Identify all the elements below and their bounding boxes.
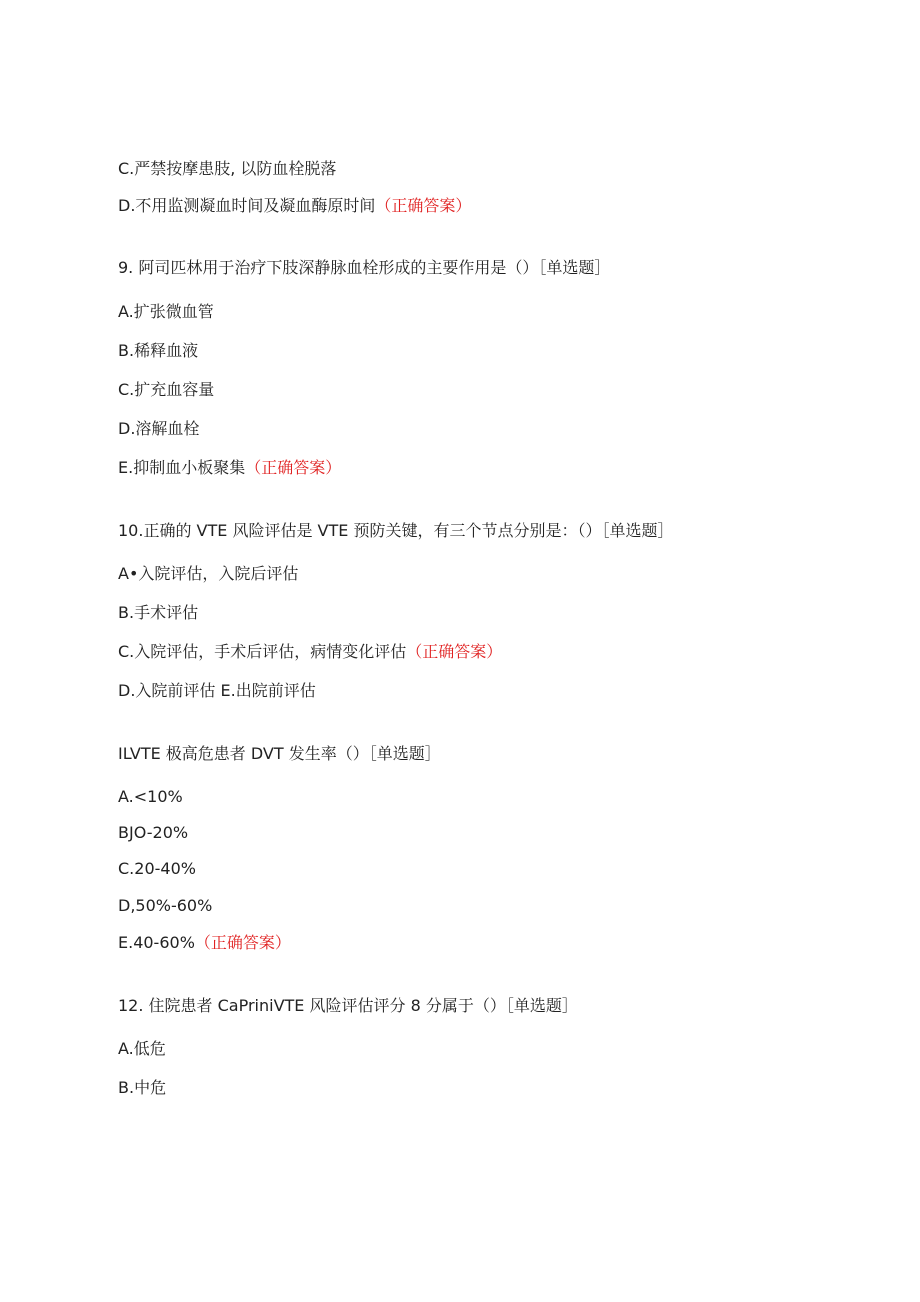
q10-option-c: C.入院评估，手术后评估，病情变化评估（正确答案） — [118, 642, 503, 661]
correct-answer-mark: （正确答案） — [406, 642, 503, 661]
correct-answer-mark: （正确答案） — [245, 458, 342, 477]
question-9: 9. 阿司匹林用于治疗下肢深静脉血栓形成的主要作用是（）［单选题］ — [118, 258, 611, 277]
question-12: 12. 住院患者 CaPriniVTE 风险评估评分 8 分属于（）［单选题］ — [118, 996, 578, 1015]
q9-option-c: C.扩充血容量 — [118, 380, 215, 399]
q9-option-d: D.溶解血栓 — [118, 419, 200, 438]
q9-option-a: A.扩张微血管 — [118, 302, 214, 321]
q9-option-b: B.稀释血液 — [118, 341, 199, 360]
q11-option-d: D,50%-60% — [118, 896, 213, 915]
q10-option-b: B.手术评估 — [118, 603, 199, 622]
q11-option-c: C.20-40% — [118, 859, 196, 878]
q12-option-b: B.中危 — [118, 1078, 167, 1097]
q11-option-a: A.<10% — [118, 787, 183, 806]
question-10: 10.正确的 VTE 风险评估是 VTE 预防关键，有三个节点分别是：（）［单选题］ — [118, 521, 674, 540]
q9-option-e: E.抑制血小板聚集（正确答案） — [118, 458, 342, 477]
q10-option-d: D.入院前评估 E.出院前评估 — [118, 681, 316, 700]
correct-answer-mark: （正确答案） — [375, 196, 472, 215]
q11-option-e: E.40-60%（正确答案） — [118, 933, 291, 952]
q8-option-c: C.严禁按摩患肢, 以防血栓脱落 — [118, 159, 337, 178]
q12-option-a: A.低危 — [118, 1039, 166, 1058]
question-11: ILVTE 极高危患者 DVT 发生率（）［单选题］ — [118, 744, 441, 763]
correct-answer-mark: （正确答案） — [194, 933, 291, 952]
q8-option-d: D.不用监测凝血时间及凝血酶原时间（正确答案） — [118, 196, 472, 215]
q10-option-a: A•入院评估，入院后评估 — [118, 564, 299, 583]
q11-option-b: BJO-20% — [118, 823, 189, 842]
